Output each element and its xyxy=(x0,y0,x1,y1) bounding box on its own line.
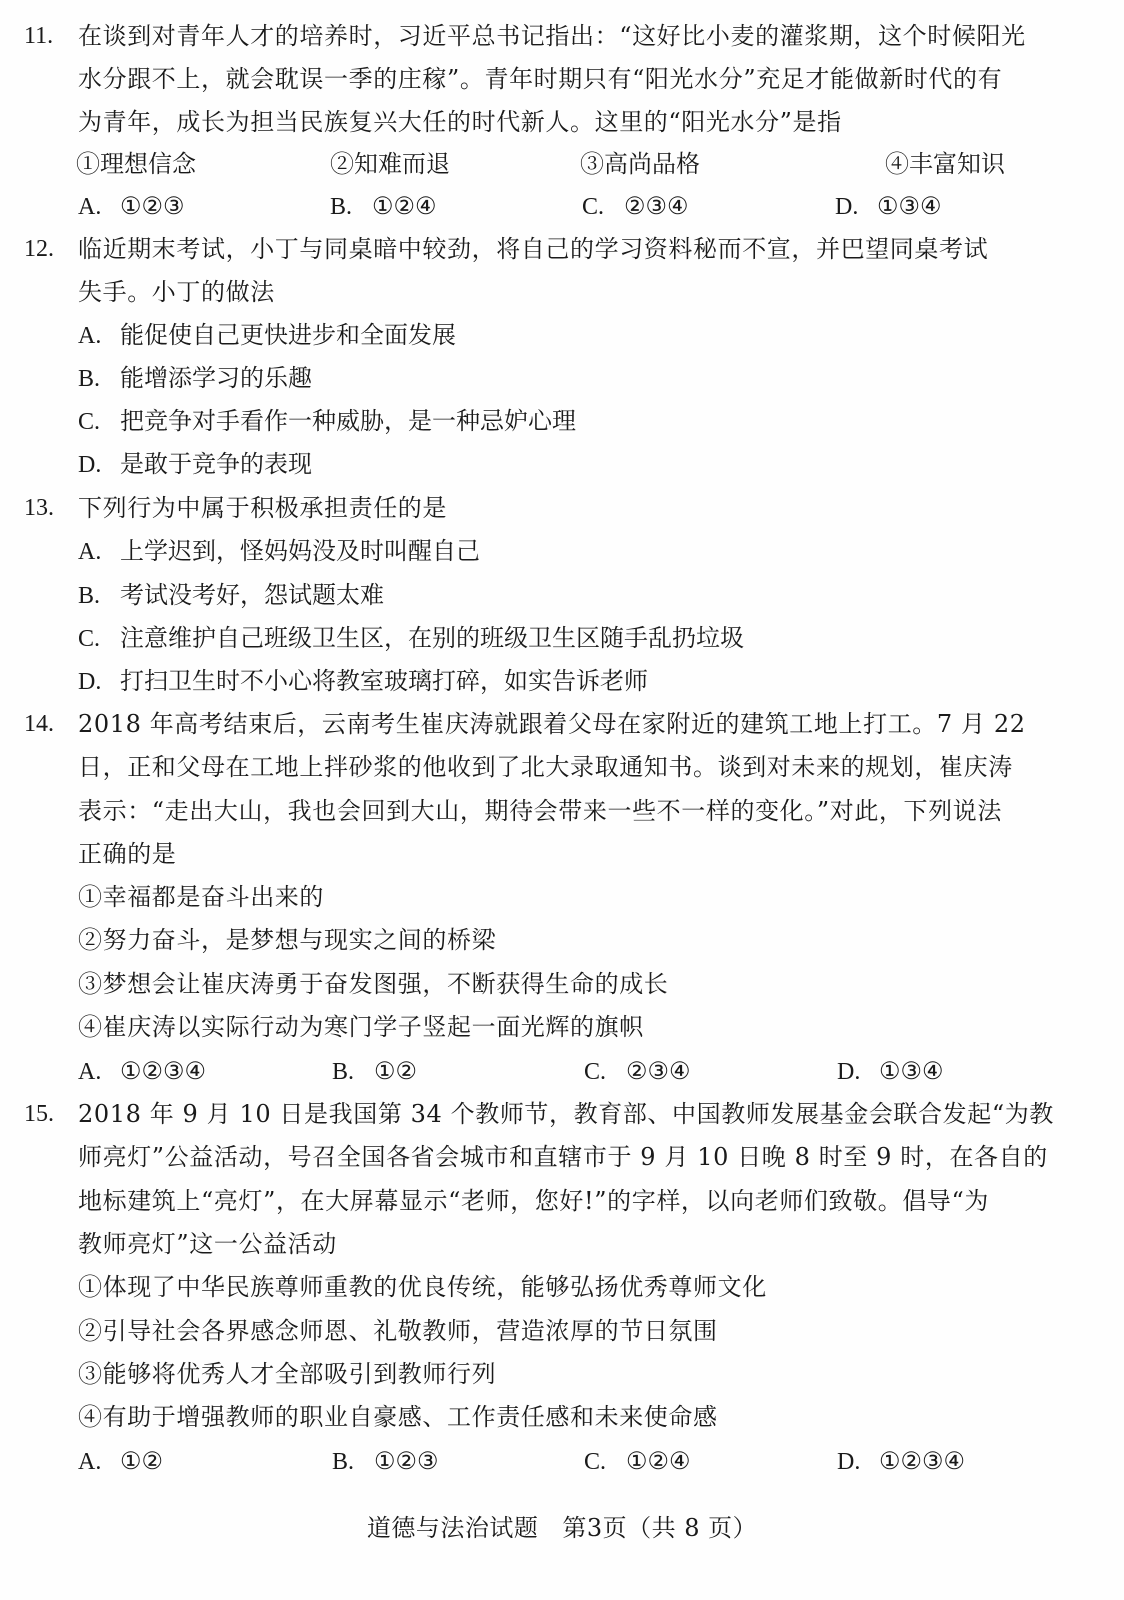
choice-c[interactable] xyxy=(584,1051,691,1092)
statement: ②知难而退 xyxy=(330,150,450,178)
choice-c[interactable] xyxy=(582,186,689,227)
choice-letter: D. xyxy=(78,452,102,478)
choice-letter: A. xyxy=(78,323,102,349)
choice-row xyxy=(0,186,1124,226)
choice-b[interactable] xyxy=(78,575,384,615)
choice-b[interactable] xyxy=(332,1441,439,1482)
choice-c[interactable] xyxy=(78,618,744,658)
choice-d[interactable] xyxy=(837,1051,944,1092)
choice-row xyxy=(0,1051,1124,1091)
choice-text: ①② xyxy=(120,1447,164,1475)
choice-c[interactable] xyxy=(584,1441,691,1482)
choice-row xyxy=(0,1441,1124,1481)
choice-text: 打扫卫生时不小心将教室玻璃打碎，如实告诉老师 xyxy=(120,667,648,695)
choice-letter: C. xyxy=(584,1449,607,1475)
choice-d[interactable] xyxy=(837,1441,965,1482)
choice-letter: D. xyxy=(78,669,102,695)
choice-text: ①②③ xyxy=(374,1447,439,1475)
statement: ④有助于增强教师的职业自豪感、工作责任感和未来使命感 xyxy=(78,1403,718,1431)
choice-d[interactable] xyxy=(835,186,942,227)
footer-subject: 道德与法治试题 xyxy=(366,1514,539,1542)
statement-row xyxy=(0,144,1124,184)
question-number: 15. xyxy=(24,1101,54,1127)
choice-letter: B. xyxy=(78,583,101,609)
statement: ③高尚品格 xyxy=(580,150,700,178)
choice-d[interactable] xyxy=(78,444,312,484)
statement: ③能够将优秀人才全部吸引到教师行列 xyxy=(78,1360,497,1388)
choice-text: 考试没考好，怨试题太难 xyxy=(120,581,384,609)
choice-letter: A. xyxy=(78,1059,102,1085)
choice-text: ①②③④ xyxy=(879,1447,966,1475)
choice-text: ①②④ xyxy=(372,192,437,220)
choice-letter: B. xyxy=(332,1449,355,1475)
statement: ①理想信念 xyxy=(76,150,196,178)
statement: ②引导社会各界感念师恩、礼敬教师，营造浓厚的节日氛围 xyxy=(78,1317,718,1345)
choice-letter: C. xyxy=(582,194,605,220)
choice-letter: A. xyxy=(78,539,102,565)
question-number: 13. xyxy=(24,495,54,521)
choice-text: ①②③④ xyxy=(120,1057,207,1085)
choice-c[interactable] xyxy=(78,401,576,441)
choice-text: 能增添学习的乐趣 xyxy=(120,364,312,392)
question-stem-line: 2018 年高考结束后，云南考生崔庆涛就跟着父母在家附近的建筑工地上打工。7 月 22 xyxy=(78,710,1026,738)
question-stem-line: 地标建筑上“亮灯”，在大屏幕显示“老师，您好!”的字样，以向老师们致敬。倡导“为 xyxy=(78,1187,989,1215)
choice-letter: B. xyxy=(332,1059,355,1085)
choice-letter: C. xyxy=(78,409,101,435)
choice-b[interactable] xyxy=(330,186,437,227)
footer-page-label: 第3页（共 8 页） xyxy=(562,1514,758,1542)
statement: ①幸福都是奋斗出来的 xyxy=(78,883,324,911)
choice-letter: A. xyxy=(78,194,102,220)
question-stem-line: 正确的是 xyxy=(78,840,177,868)
question-stem-line: 在谈到对青年人才的培养时，习近平总书记指出：“这好比小麦的灌浆期，这个时候阳光 xyxy=(78,22,1026,50)
choice-letter: A. xyxy=(78,1449,102,1475)
question-number: 11. xyxy=(24,23,54,49)
choice-letter: B. xyxy=(78,366,101,392)
statement: ②努力奋斗，是梦想与现实之间的桥梁 xyxy=(78,926,497,954)
choice-a[interactable] xyxy=(78,1441,163,1482)
question-number: 12. xyxy=(24,236,54,262)
choice-text: ②③④ xyxy=(626,1057,691,1085)
choice-d[interactable] xyxy=(78,661,648,701)
choice-text: 上学迟到，怪妈妈没及时叫醒自己 xyxy=(120,537,480,565)
choice-b[interactable] xyxy=(332,1051,417,1092)
choice-letter: D. xyxy=(837,1449,861,1475)
choice-letter: C. xyxy=(584,1059,607,1085)
choice-letter: C. xyxy=(78,626,101,652)
choice-letter: D. xyxy=(835,194,859,220)
question-stem-line: 2018 年 9 月 10 日是我国第 34 个教师节，教育部、中国教师发展基金会联合发起“为教 xyxy=(78,1100,1054,1128)
question-number: 14. xyxy=(24,711,54,737)
question-stem-line: 教师亮灯”这一公益活动 xyxy=(78,1230,337,1258)
question-stem-line: 水分跟不上，就会耽误一季的庄稼”。青年时期只有“阳光水分”充足才能做新时代的有 xyxy=(78,65,1003,93)
choice-text: 能促使自己更快进步和全面发展 xyxy=(120,321,456,349)
choice-a[interactable] xyxy=(78,315,456,355)
choice-text: ①③④ xyxy=(879,1057,944,1085)
question-stem-line: 师亮灯”公益活动，号召全国各省会城市和直辖市于 9 月 10 日晚 8 时至 9 时，在各自的 xyxy=(78,1143,1048,1171)
choice-text: ②③④ xyxy=(624,192,689,220)
statement: ④丰富知识 xyxy=(885,150,1005,178)
choice-letter: D. xyxy=(837,1059,861,1085)
choice-a[interactable] xyxy=(78,531,480,571)
page-footer xyxy=(0,1508,1124,1548)
choice-text: 注意维护自己班级卫生区，在别的班级卫生区随手乱扔垃圾 xyxy=(120,624,744,652)
choice-text: ①③④ xyxy=(877,192,942,220)
choice-text: ①② xyxy=(374,1057,418,1085)
choice-b[interactable] xyxy=(78,358,312,398)
choice-text: 是敢于竞争的表现 xyxy=(120,450,312,478)
question-stem-line: 失手。小丁的做法 xyxy=(78,278,275,306)
question-stem-line: 下列行为中属于积极承担责任的是 xyxy=(78,494,447,522)
statement: ①体现了中华民族尊师重教的优良传统，能够弘扬优秀尊师文化 xyxy=(78,1273,767,1301)
choice-a[interactable] xyxy=(78,1051,206,1092)
question-stem-line: 表示：“走出大山，我也会回到大山，期待会带来一些不一样的变化。”对此，下列说法 xyxy=(78,797,1002,825)
choice-text: 把竞争对手看作一种威胁，是一种忌妒心理 xyxy=(120,407,576,435)
choice-letter: B. xyxy=(330,194,353,220)
choice-text: ①②③ xyxy=(120,192,185,220)
statement: ④崔庆涛以实际行动为寒门学子竖起一面光辉的旗帜 xyxy=(78,1013,644,1041)
question-stem-line: 为青年，成长为担当民族复兴大任的时代新人。这里的“阳光水分”是指 xyxy=(78,108,842,136)
question-stem-line: 日，正和父母在工地上拌砂浆的他收到了北大录取通知书。谈到对未来的规划，崔庆涛 xyxy=(78,753,1013,781)
question-stem-line: 临近期末考试，小丁与同桌暗中较劲，将自己的学习资料秘而不宣，并巴望同桌考试 xyxy=(78,235,989,263)
choice-a[interactable] xyxy=(78,186,185,227)
choice-text: ①②④ xyxy=(626,1447,691,1475)
statement: ③梦想会让崔庆涛勇于奋发图强，不断获得生命的成长 xyxy=(78,970,669,998)
